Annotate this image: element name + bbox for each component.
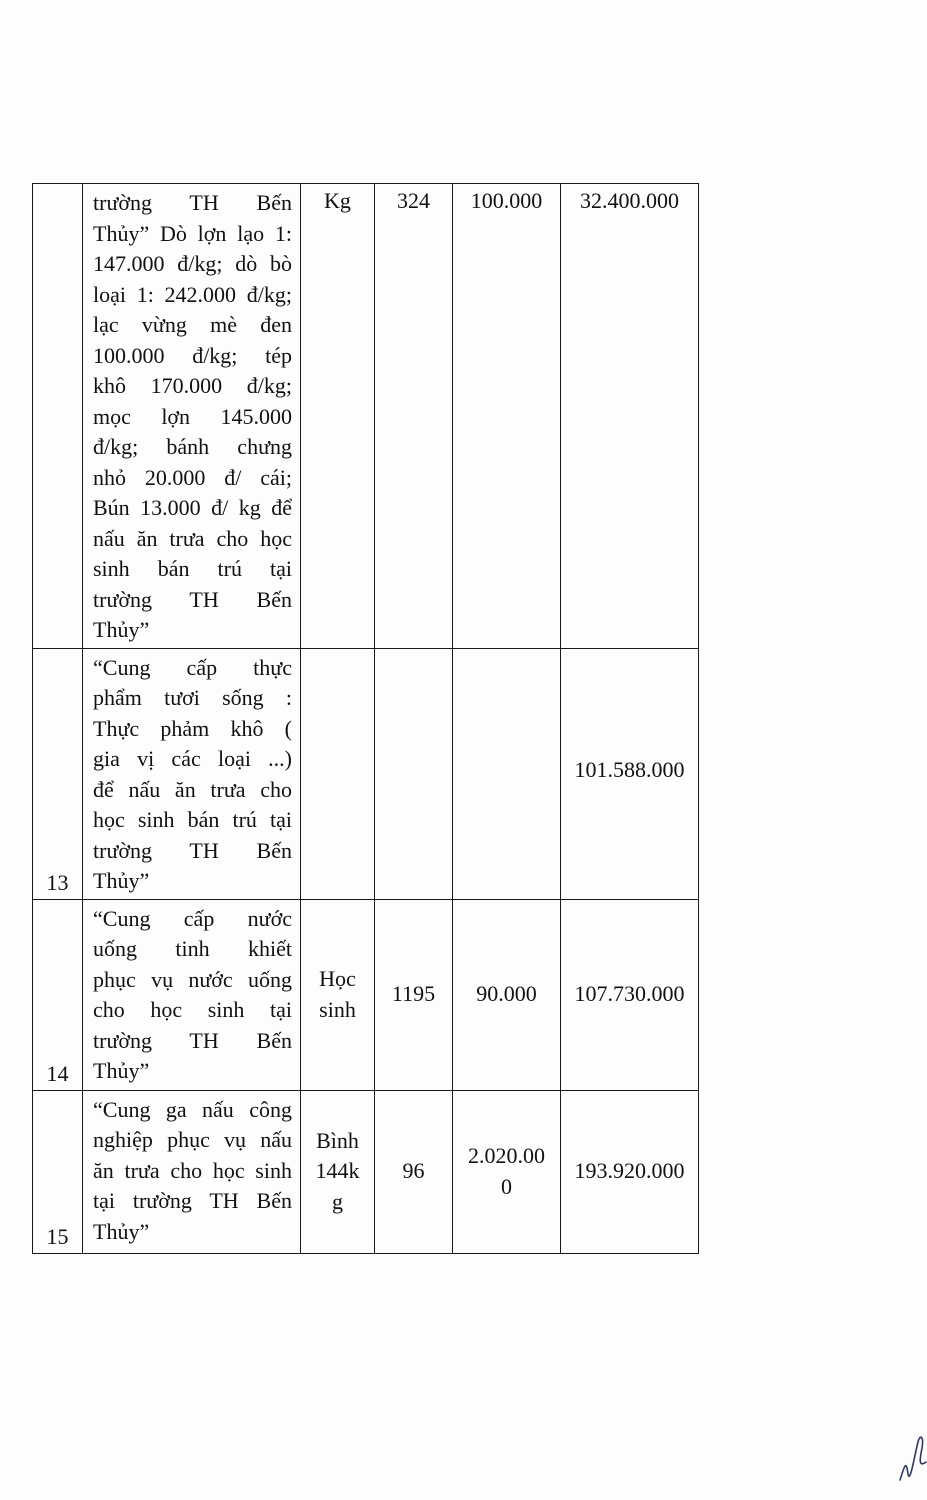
description-line: Bún 13.000 đ/ kg để <box>93 495 292 520</box>
description-line: Thủy” <box>93 1058 150 1083</box>
procurement-table <box>32 183 699 1254</box>
description-text <box>93 188 292 646</box>
description-line: sinh bán trú tại <box>93 556 292 581</box>
unit-price-value: 2.020.000 <box>468 1143 545 1199</box>
description-line: “Cung cấp thực <box>93 654 292 680</box>
description-line: “Cung cấp nước <box>93 905 292 931</box>
unit-cell <box>301 899 375 1090</box>
description-text <box>93 904 292 1087</box>
unit-cell <box>301 1090 375 1253</box>
description-line: Thủy” Dò lợn lạo 1: <box>93 220 292 246</box>
table-row <box>33 648 699 899</box>
description-cell <box>83 648 301 899</box>
row-number-cell: 15 <box>33 1090 83 1253</box>
description-line: ăn trưa cho học sinh <box>93 1157 292 1183</box>
unit-price-cell: 90.000 <box>453 899 561 1090</box>
row-number-cell: 13 <box>33 648 83 899</box>
description-line: Thực phảm khô ( <box>93 715 292 741</box>
unit-cell <box>301 648 375 899</box>
total-cell: 107.730.000 <box>561 899 699 1090</box>
description-line: Thủy” <box>93 1218 150 1244</box>
description-line: học sinh bán trú tại <box>93 807 292 832</box>
description-line: 100.000 đ/kg; tép <box>93 342 292 368</box>
signature-mark <box>896 1428 927 1488</box>
quantity-cell <box>375 648 453 899</box>
description-line: Thủy” <box>93 868 150 893</box>
description-line: trường TH Bến <box>93 190 292 215</box>
description-line: phẩm tươi sống : <box>93 685 292 710</box>
description-line: nấu ăn trưa cho học <box>93 525 292 551</box>
table-row <box>33 899 699 1090</box>
table-row <box>33 1090 699 1253</box>
description-line: loại 1: 242.000 đ/kg; <box>93 281 292 307</box>
unit-price-cell <box>453 1090 561 1253</box>
description-line: 147.000 đ/kg; dò bò <box>93 251 292 276</box>
description-line: tại trường TH Bến <box>93 1188 292 1213</box>
total-cell: 193.920.000 <box>561 1090 699 1253</box>
unit-price-cell <box>453 648 561 899</box>
description-line: gia vị các loại ...) <box>93 746 292 771</box>
row-number-cell: 14 <box>33 899 83 1090</box>
quantity-cell: 1195 <box>375 899 453 1090</box>
description-cell <box>83 899 301 1090</box>
description-line: phục vụ nước uống <box>93 966 292 992</box>
unit-price-cell: 100.000 <box>453 184 561 649</box>
description-line: nghiệp phục vụ nấu <box>93 1127 292 1152</box>
description-line: lạc vừng mè đen <box>93 312 292 337</box>
row-number-cell <box>33 184 83 649</box>
description-line: trường TH Bến <box>93 837 292 863</box>
description-text <box>93 1095 292 1248</box>
quantity-cell: 324 <box>375 184 453 649</box>
description-line: trường TH Bến <box>93 1027 292 1053</box>
description-line: để nấu ăn trưa cho <box>93 776 292 802</box>
description-line: mọc lợn 145.000 <box>93 403 292 429</box>
description-line: khô 170.000 đ/kg; <box>93 373 292 398</box>
quantity-cell: 96 <box>375 1090 453 1253</box>
total-cell: 32.400.000 <box>561 184 699 649</box>
description-cell <box>83 184 301 649</box>
table-row <box>33 184 699 649</box>
description-cell <box>83 1090 301 1253</box>
description-line: Thủy” <box>93 617 150 642</box>
description-line: trường TH Bến <box>93 586 292 612</box>
description-line: đ/kg; bánh chưng <box>93 434 292 459</box>
description-line: “Cung ga nấu công <box>93 1096 292 1122</box>
unit-value: Bình 144kg <box>315 1127 360 1214</box>
description-text <box>93 653 292 897</box>
description-line: cho học sinh tại <box>93 997 292 1022</box>
unit-cell: Kg <box>301 184 375 649</box>
description-line: nhỏ 20.000 đ/ cái; <box>93 464 292 490</box>
description-line: uống tinh khiết <box>93 936 292 961</box>
total-value: 101.588.000 <box>574 757 685 783</box>
total-cell <box>561 648 699 899</box>
unit-value: Học sinh <box>319 966 356 1022</box>
